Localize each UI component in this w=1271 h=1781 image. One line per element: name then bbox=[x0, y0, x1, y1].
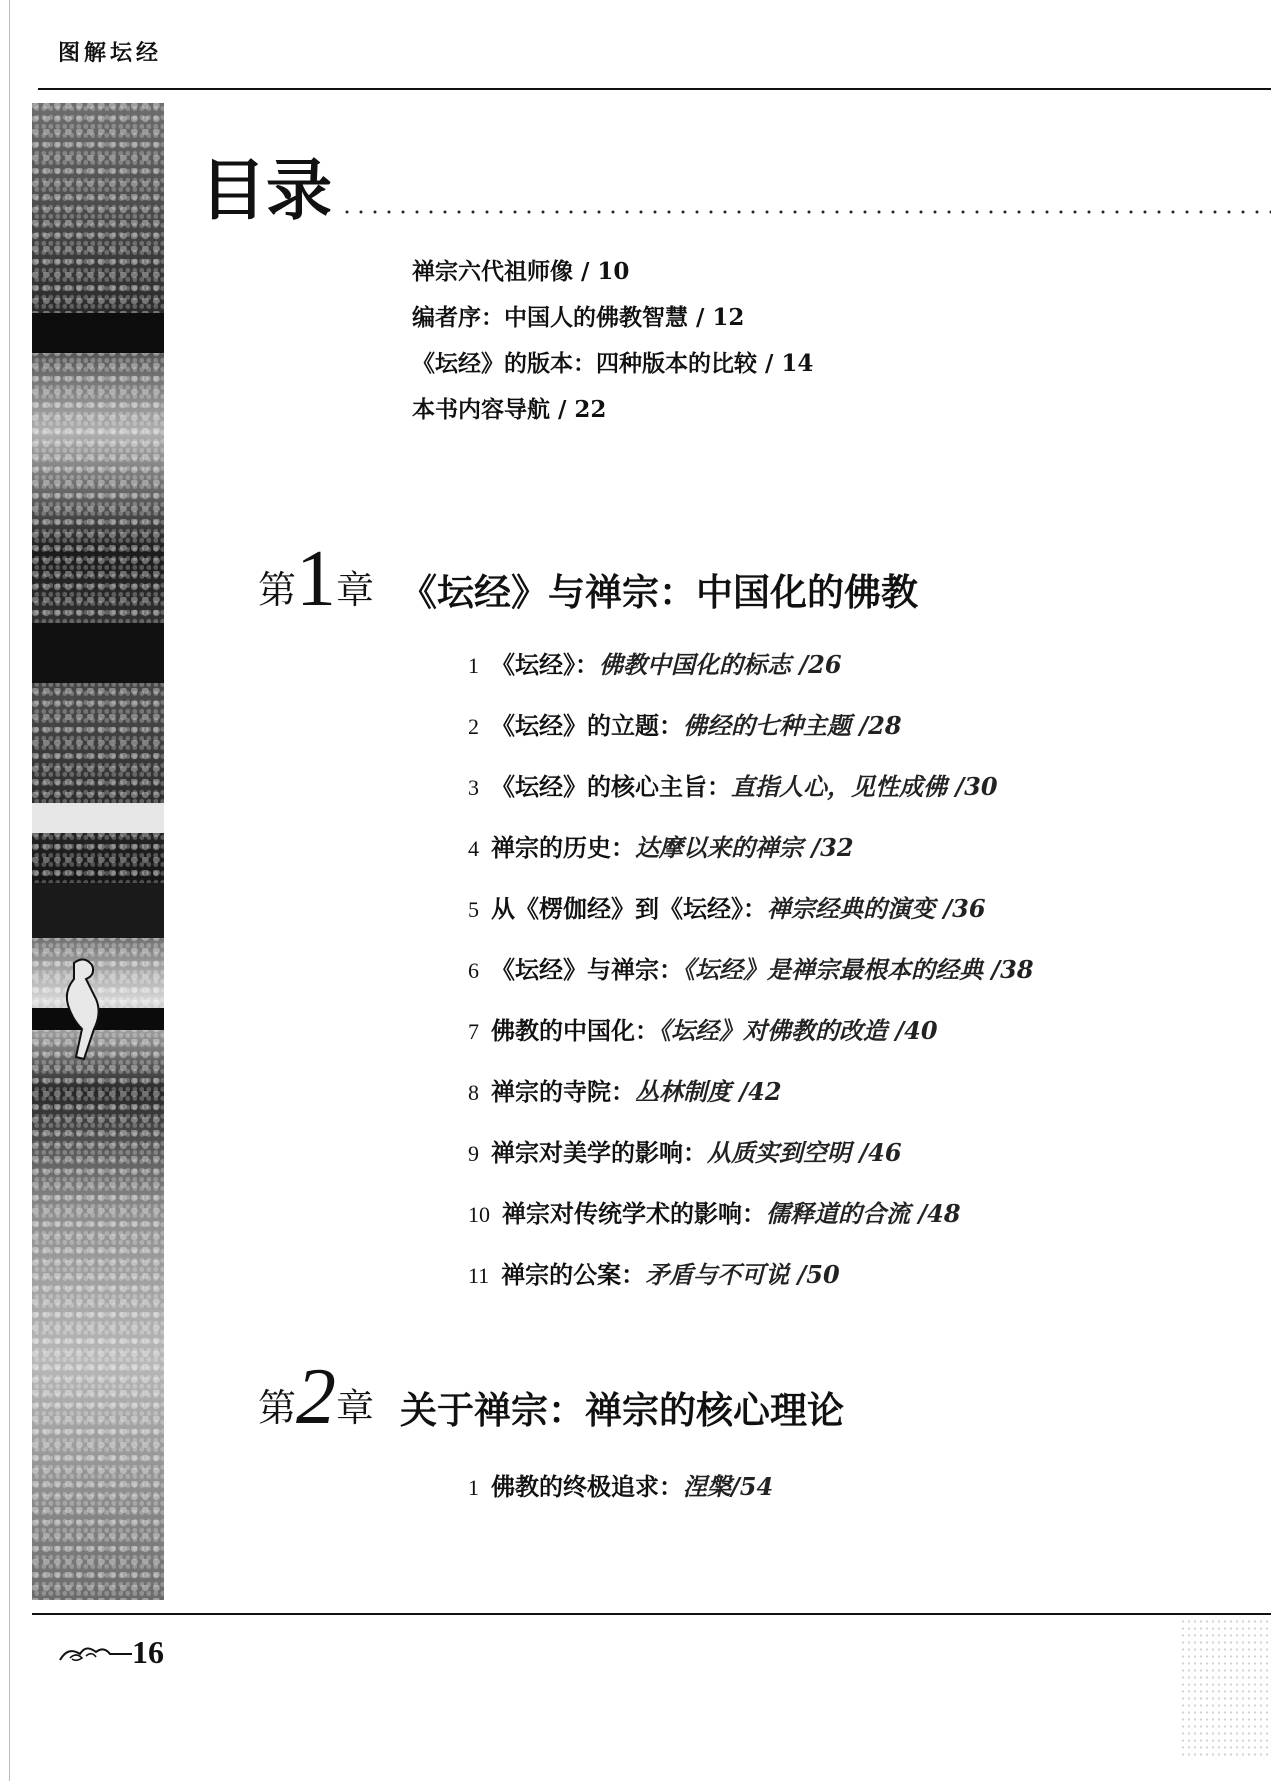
entry-heading: 禅宗的寺院： bbox=[491, 1077, 635, 1106]
entry-heading: 《坛经》： bbox=[491, 650, 599, 679]
chapter-suffix: 章 bbox=[336, 1386, 375, 1430]
entry-subtitle: 矛盾与不可说 /50 bbox=[645, 1260, 840, 1289]
entry-heading: 《坛经》的核心主旨： bbox=[491, 772, 731, 801]
chapter-title: 关于禅宗：禅宗的核心理论 bbox=[400, 1388, 845, 1432]
front-matter-item[interactable]: 编者序：中国人的佛教智慧 / 12 bbox=[412, 304, 745, 331]
footer-rule bbox=[32, 1613, 1271, 1615]
entry-heading: 《坛经》的立题： bbox=[491, 711, 683, 740]
toc-entry[interactable] bbox=[468, 1138, 902, 1167]
chapter-prefix: 第 bbox=[258, 1386, 297, 1430]
header-rule bbox=[38, 88, 1271, 90]
entry-number: 2 bbox=[468, 714, 479, 739]
toc-entry[interactable] bbox=[468, 711, 902, 740]
toc-entry[interactable] bbox=[468, 1016, 938, 1045]
painting-band bbox=[32, 313, 164, 353]
painting-band bbox=[32, 623, 164, 683]
chapter-prefix: 第 bbox=[258, 568, 297, 612]
entry-number: 3 bbox=[468, 775, 479, 800]
toc-entry[interactable] bbox=[468, 772, 998, 801]
entry-subtitle: 儒释道的合流 /48 bbox=[766, 1199, 961, 1228]
cloud-ornament-icon bbox=[56, 1640, 136, 1668]
entry-number: 9 bbox=[468, 1141, 479, 1166]
front-matter-item[interactable]: 禅宗六代祖师像 / 10 bbox=[412, 258, 630, 285]
entry-number: 10 bbox=[468, 1202, 490, 1227]
entry-heading: 禅宗对美学的影响： bbox=[491, 1138, 707, 1167]
chapter-suffix: 章 bbox=[336, 568, 375, 612]
chapter-number: 2 bbox=[296, 1353, 337, 1441]
toc-entry[interactable] bbox=[468, 1260, 840, 1289]
entry-heading: 佛教的终极追求： bbox=[491, 1472, 683, 1501]
entry-number: 8 bbox=[468, 1080, 479, 1105]
entry-heading: 禅宗的历史： bbox=[491, 833, 635, 862]
entry-heading: 佛教的中国化： bbox=[491, 1016, 659, 1045]
entry-subtitle: 丛林制度 /42 bbox=[635, 1077, 782, 1106]
toc-entry[interactable] bbox=[468, 1472, 774, 1501]
chapter-number: 1 bbox=[296, 535, 337, 623]
decorative-side-painting bbox=[32, 103, 164, 1600]
entry-subtitle: 《坛经》是禅宗最根本的经典 /38 bbox=[683, 955, 1034, 984]
entry-number: 11 bbox=[468, 1263, 490, 1288]
entry-heading: 禅宗对传统学术的影响： bbox=[502, 1199, 766, 1228]
chapter-title: 《坛经》与禅宗：中国化的佛教 bbox=[400, 570, 919, 614]
entry-number: 1 bbox=[468, 1475, 479, 1500]
entry-number: 1 bbox=[468, 653, 479, 678]
toc-entry[interactable] bbox=[468, 894, 986, 923]
toc-entry[interactable] bbox=[468, 955, 1034, 984]
entry-heading: 《坛经》与禅宗： bbox=[491, 955, 683, 984]
toc-entry[interactable] bbox=[468, 650, 842, 679]
chapter-heading-1[interactable] bbox=[258, 535, 919, 623]
monk-figure-icon bbox=[52, 953, 122, 1063]
toc-title: 目录 bbox=[200, 152, 332, 229]
entry-subtitle: 《坛经》对佛教的改造 /40 bbox=[659, 1016, 938, 1045]
painting-band bbox=[32, 883, 164, 938]
entry-number: 4 bbox=[468, 836, 479, 861]
entry-subtitle: 直指人心，见性成佛 /30 bbox=[731, 772, 998, 801]
toc-entry[interactable] bbox=[468, 1077, 782, 1106]
scan-speckle bbox=[1180, 1618, 1271, 1758]
entry-subtitle: 佛教中国化的标志 /26 bbox=[599, 650, 842, 679]
entry-subtitle: 从质实到空明 /46 bbox=[707, 1138, 902, 1167]
toc-entry[interactable] bbox=[468, 833, 854, 862]
entry-number: 5 bbox=[468, 897, 479, 922]
entry-subtitle: 佛经的七种主题 /28 bbox=[683, 711, 902, 740]
entry-subtitle: 达摩以来的禅宗 /32 bbox=[635, 833, 854, 862]
front-matter-item[interactable]: 《坛经》的版本：四种版本的比较 / 14 bbox=[412, 350, 814, 377]
page-number: 16 bbox=[132, 1634, 164, 1670]
entry-heading: 从《楞伽经》到《坛经》： bbox=[491, 894, 767, 923]
painting-band bbox=[32, 803, 164, 833]
chapter-heading-2[interactable] bbox=[258, 1353, 845, 1441]
entry-subtitle: 禅宗经典的演变 /36 bbox=[767, 894, 986, 923]
entry-subtitle: 涅槃/54 bbox=[683, 1472, 774, 1501]
entry-number: 6 bbox=[468, 958, 479, 983]
entry-number: 7 bbox=[468, 1019, 479, 1044]
toc-entry[interactable] bbox=[468, 1199, 961, 1228]
running-header-title: 图解坛经 bbox=[58, 41, 163, 66]
front-matter-item[interactable]: 本书内容导航 / 22 bbox=[412, 396, 607, 423]
entry-heading: 禅宗的公案： bbox=[501, 1260, 646, 1289]
page-edge-line bbox=[9, 0, 10, 1781]
title-dotted-leader bbox=[340, 210, 1271, 214]
